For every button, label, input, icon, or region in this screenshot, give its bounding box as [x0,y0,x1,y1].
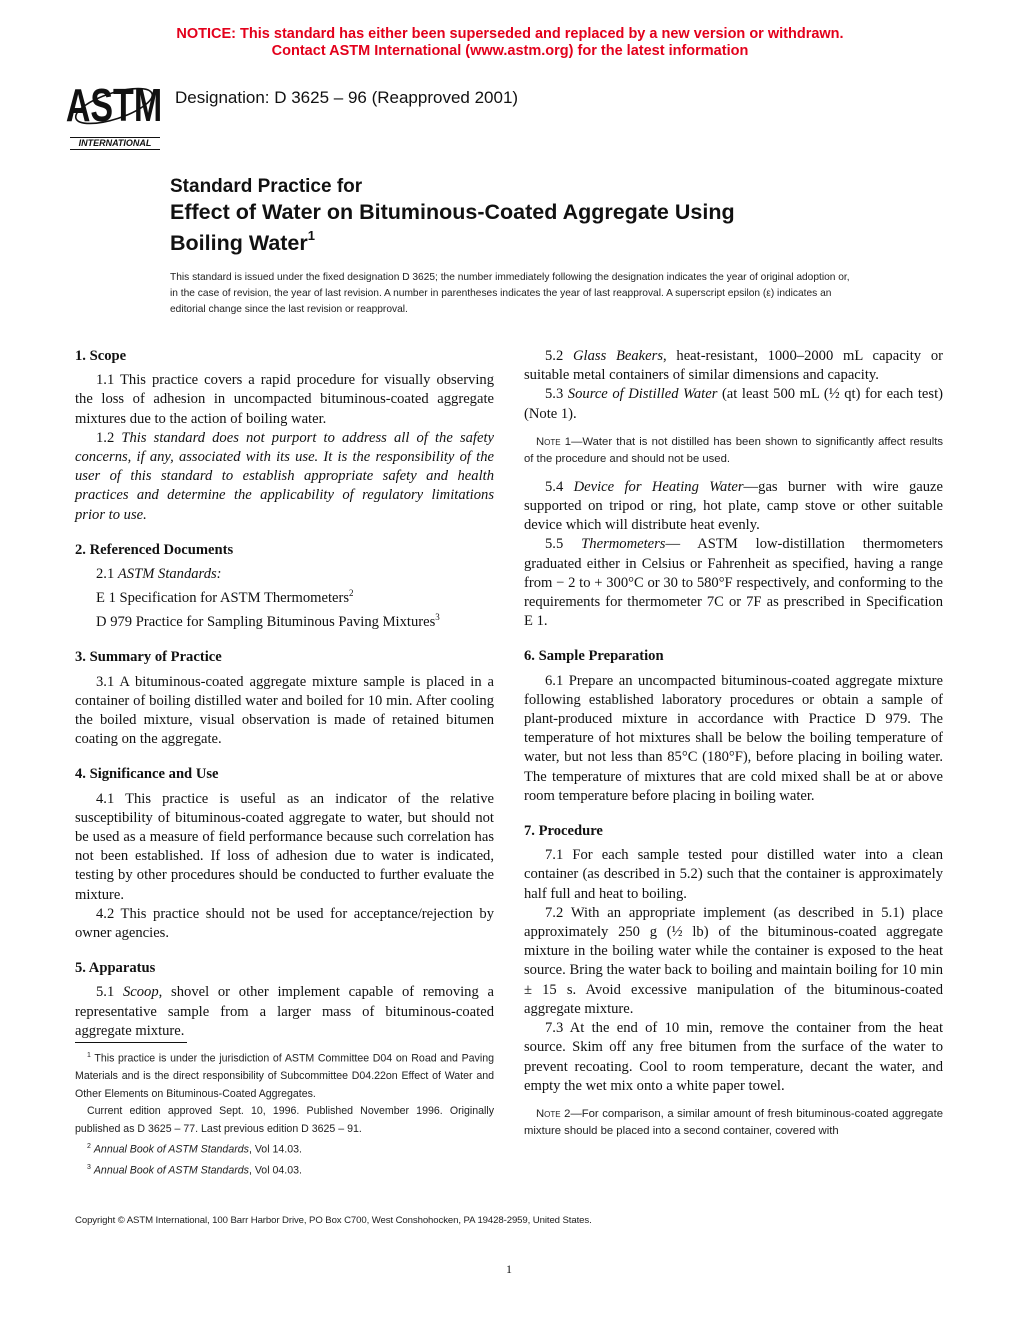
paragraph-1-2: 1.2 This standard does not purport to address all of the safety concerns, if any, associated with its use. It is the responsibility of the user of this standard to establish appropriate safety and health practices and determine the applicability of regulatory limitations prior to use. [75,429,494,523]
section-heading-sample-preparation: 6. Sample Preparation [524,648,664,665]
reference-d979: D 979 Practice for Sampling Bituminous Paving Mixtures$^3$ [96,612,440,631]
paragraph-7-1: 7.1 For each sample tested pour distilled water into a clean container (as described in 5.2) such that the container is approximately half full and heat to boiling. [524,847,943,902]
footnote-1: $^1$ This practice is under the jurisdiction of ASTM Committee D04 on Road and Paving Materials and is the direct responsibility of Subcommittee D04.22on Effect of Water and Other Elements on Bituminous-Coated Aggregates. [75,1052,494,1100]
document-title [170,175,735,256]
paragraph-5-3: 5.3 Source of Distilled Water (at least 500 mL (½ qt) for each test) (Note 1). [524,386,943,422]
paragraph-1-1: 1.1 This practice covers a rapid procedure for visually observing the loss of adhesion in uncompacted bituminous-coated aggregate mixtures due to the action of boiling water. [75,372,494,427]
notice-line-2: Contact ASTM International (www.astm.org) for the latest information [271,43,749,59]
svg-text:INTERNATIONAL: INTERNATIONAL [78,138,152,148]
paragraph-6-1: 6.1 Prepare an uncompacted bituminous-coated aggregate mixture following established laboratory procedures or obtain a sample of plant-produced mixture in accordance with Practice D 979. The temperature of hot mixtures shall be below the boiling temperature of water, but not less than 85°C (180°F), before placing in boiling water. The temperature of mixtures that are cold mixed shall be at or above room temperature before placing in boiling water. [524,672,943,804]
paragraph-5-2: 5.2 Glass Beakers, heat-resistant, 1000–2000 mL capacity or suitable metal containers of similar dimensions and capacity. [524,348,943,384]
section-heading-summary: 3. Summary of Practice [75,649,222,666]
notice-line-1: NOTICE: This standard has either been superseded and replaced by a new version or withdrawn. [176,26,844,42]
page-number: 1 [506,1262,512,1276]
title-line-3: Boiling Water$^1$ [170,228,315,256]
section-heading-significance: 4. Significance and Use [75,766,219,783]
footnote-divider [75,1042,187,1043]
note-2: Note 2—For comparison, a similar amount of fresh bituminous-coated aggregate mixture should be placed into a second container, covered with [524,1107,943,1137]
right-column [524,347,943,1140]
note-1: Note 1—Water that is not distilled has been shown to significantly affect results of the procedure and should not be used. [524,435,943,465]
paragraph-3-1: 3.1 A bituminous-coated aggregate mixture sample is placed in a container of boiling distilled water and boiled for 10 min. After cooling the boiled mixture, visual observation is made of retained bitumen coating on the aggregate. [75,673,494,748]
footnote-3: $^3$ Annual Book of ASTM Standards, Vol 04.03. [87,1164,302,1177]
copyright: Copyright © ASTM International, 100 Barr Harbor Drive, PO Box C700, West Conshohocken, PA 19428-2959, United States. [75,1215,592,1226]
paragraph-5-1: 5.1 Scoop, shovel or other implement capable of removing a representative sample from a larger mass of bituminous-coated aggregate mixture. [75,984,494,1039]
section-heading-referenced-documents: 2. Referenced Documents [75,541,234,558]
svg-text:ASTM: ASTM [65,79,163,132]
footnote-2: $^2$ Annual Book of ASTM Standards, Vol 14.03. [87,1143,302,1156]
astm-logo-icon [64,74,164,154]
issue-note: This standard is issued under the fixed designation D 3625; the number immediately following the designation indicates the year of original adoption or, in the case of revision, the year of last revision. A number in parentheses indicates the year of last reapproval. A superscript epsilon (ε) indicates an editorial change since the last revision or reapproval. [170,272,850,315]
title-line-2: Effect of Water on Bituminous-Coated Aggregate Using [170,200,735,224]
section-heading-scope: 1. Scope [75,348,127,364]
paragraph-4-2: 4.2 This practice should not be used for acceptance/rejection by owner agencies. [75,905,494,941]
footnote-1-edition: Current edition approved Sept. 10, 1996. Published November 1996. Originally published as D 3625 – 77. Last previous edition D 3625 – 91. [75,1105,494,1135]
paragraph-7-3: 7.3 At the end of 10 min, remove the container from the heat source. Skim off any free bitumen from the surface of the water to prevent recoating. Cool to room temperature, decant the water, and empty the wet mix onto a white paper towel. [524,1020,943,1094]
reference-e1: E 1 Specification for ASTM Thermometers$^2$ [96,588,354,607]
paragraph-7-2: 7.2 With an appropriate implement (as described in 5.1) place approximately 250 g (½ lb) of the bituminous-coated aggregate mixture in the boiling water while the container is exposed to the heat source. Bring the water back to boiling and maintain boiling for 10 min ± 15 s. Avoid excessive manipulation of the bituminous-coated aggregate mixture. [524,904,943,1017]
withdrawal-notice [0,26,1020,60]
section-heading-apparatus: 5. Apparatus [75,960,156,977]
designation: Designation: D 3625 – 96 (Reapproved 2001) [175,88,519,107]
paragraph-2-1: 2.1 ASTM Standards: [96,566,222,583]
title-line-1: Standard Practice for [170,176,363,197]
paragraph-5-4: 5.4 Device for Heating Water—gas burner with wire gauze supported on tripod or ring, hot plate, camp stove or other suitable device which will distribute heat evenly. [524,478,943,534]
footnote-ref: 1 [307,228,315,243]
paragraph-5-5: 5.5 Thermometers— ASTM low-distillation thermometers graduated either in Celsius or Fahrenheit as specified, having a range from − 2 to + 300°C or 30 to 580°F respectively, and conforming to the requirements for thermometer 7C or 7F as prescribed in Specification E 1. [524,536,944,630]
paragraph-4-1: 4.1 This practice is useful as an indicator of the relative susceptibility of bituminous-coated aggregate to water, but should not be used as a measure of field performance because such correlation has not been established. If loss of adhesion due to water is indicated, testing by other procedures should be conducted to further evaluate the mixture. [75,790,494,903]
section-heading-procedure: 7. Procedure [524,823,603,840]
footnotes [75,1047,494,1180]
left-column [75,347,494,1041]
